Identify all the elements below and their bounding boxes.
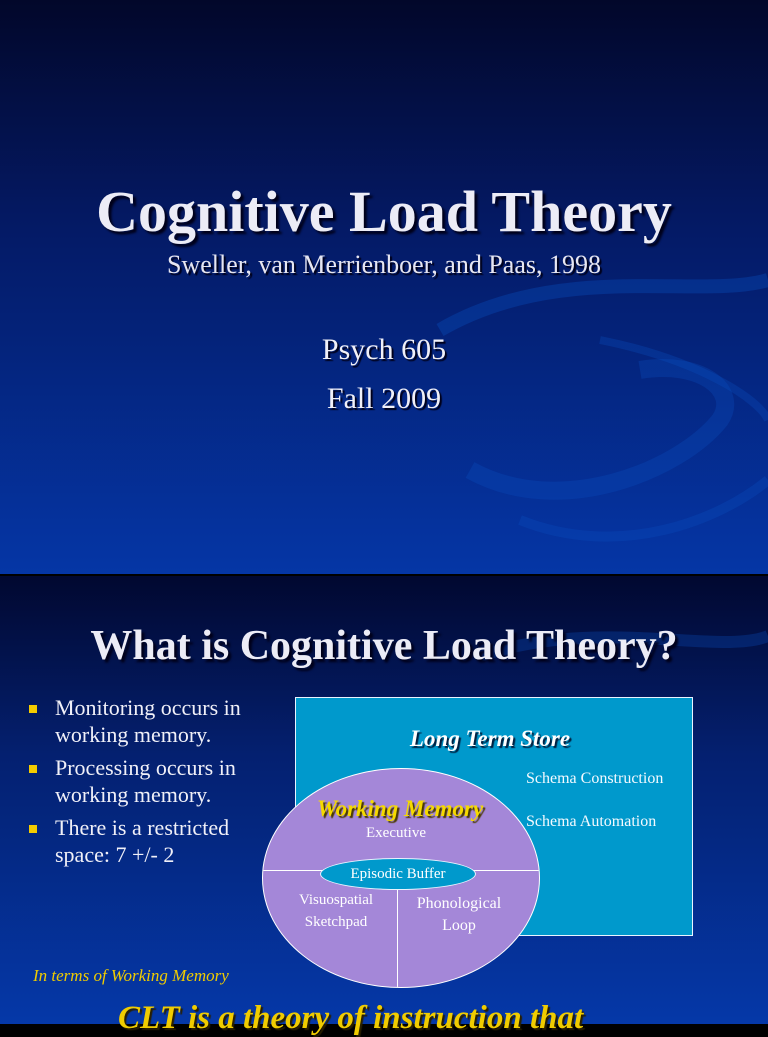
diagram-caption: In terms of Working Memory [33,966,229,985]
visuospatial-line2: Sketchpad [304,914,368,930]
bullet-item [28,814,288,868]
bullet-item [28,754,288,808]
schema-automation-label: Schema Automation [526,813,657,830]
course-term: Fall 2009 [326,382,442,415]
bullet-square-icon [29,705,37,713]
bullet-item [28,694,288,748]
bullet-square-icon [29,765,37,773]
course-name: Psych 605 [321,333,447,366]
slide-title: Cognitive Load Theory [96,179,672,244]
bullet-text: Monitoring occurs in working memory. [55,695,241,747]
phonological-line2: Loop [442,917,476,934]
slide-title: What is Cognitive Load Theory? [90,623,678,669]
bullet-square-icon [29,825,37,833]
long-term-store-label: Long Term Store [409,726,571,751]
working-memory-label: Working Memory [316,796,484,821]
visuospatial-sketchpad-label [280,889,392,933]
executive-label: Executive [366,825,426,841]
slide-subtitle: Sweller, van Merrienboer, and Paas, 1998 [166,250,601,279]
bullet-text: Processing occurs in working memory. [55,755,236,807]
visuospatial-line1: Visuospatial [298,892,374,908]
episodic-buffer-ellipse [320,858,476,890]
bullet-list [28,694,288,874]
episodic-buffer-label: Episodic Buffer [350,866,446,882]
bullet-text: There is a restricted space: 7 +/- 2 [55,815,230,867]
schema-construction-label: Schema Construction [526,770,664,787]
phonological-loop-label [400,893,518,937]
bottom-heading: CLT is a theory of instruction that [118,1000,584,1036]
phonological-line1: Phonological [416,895,502,912]
